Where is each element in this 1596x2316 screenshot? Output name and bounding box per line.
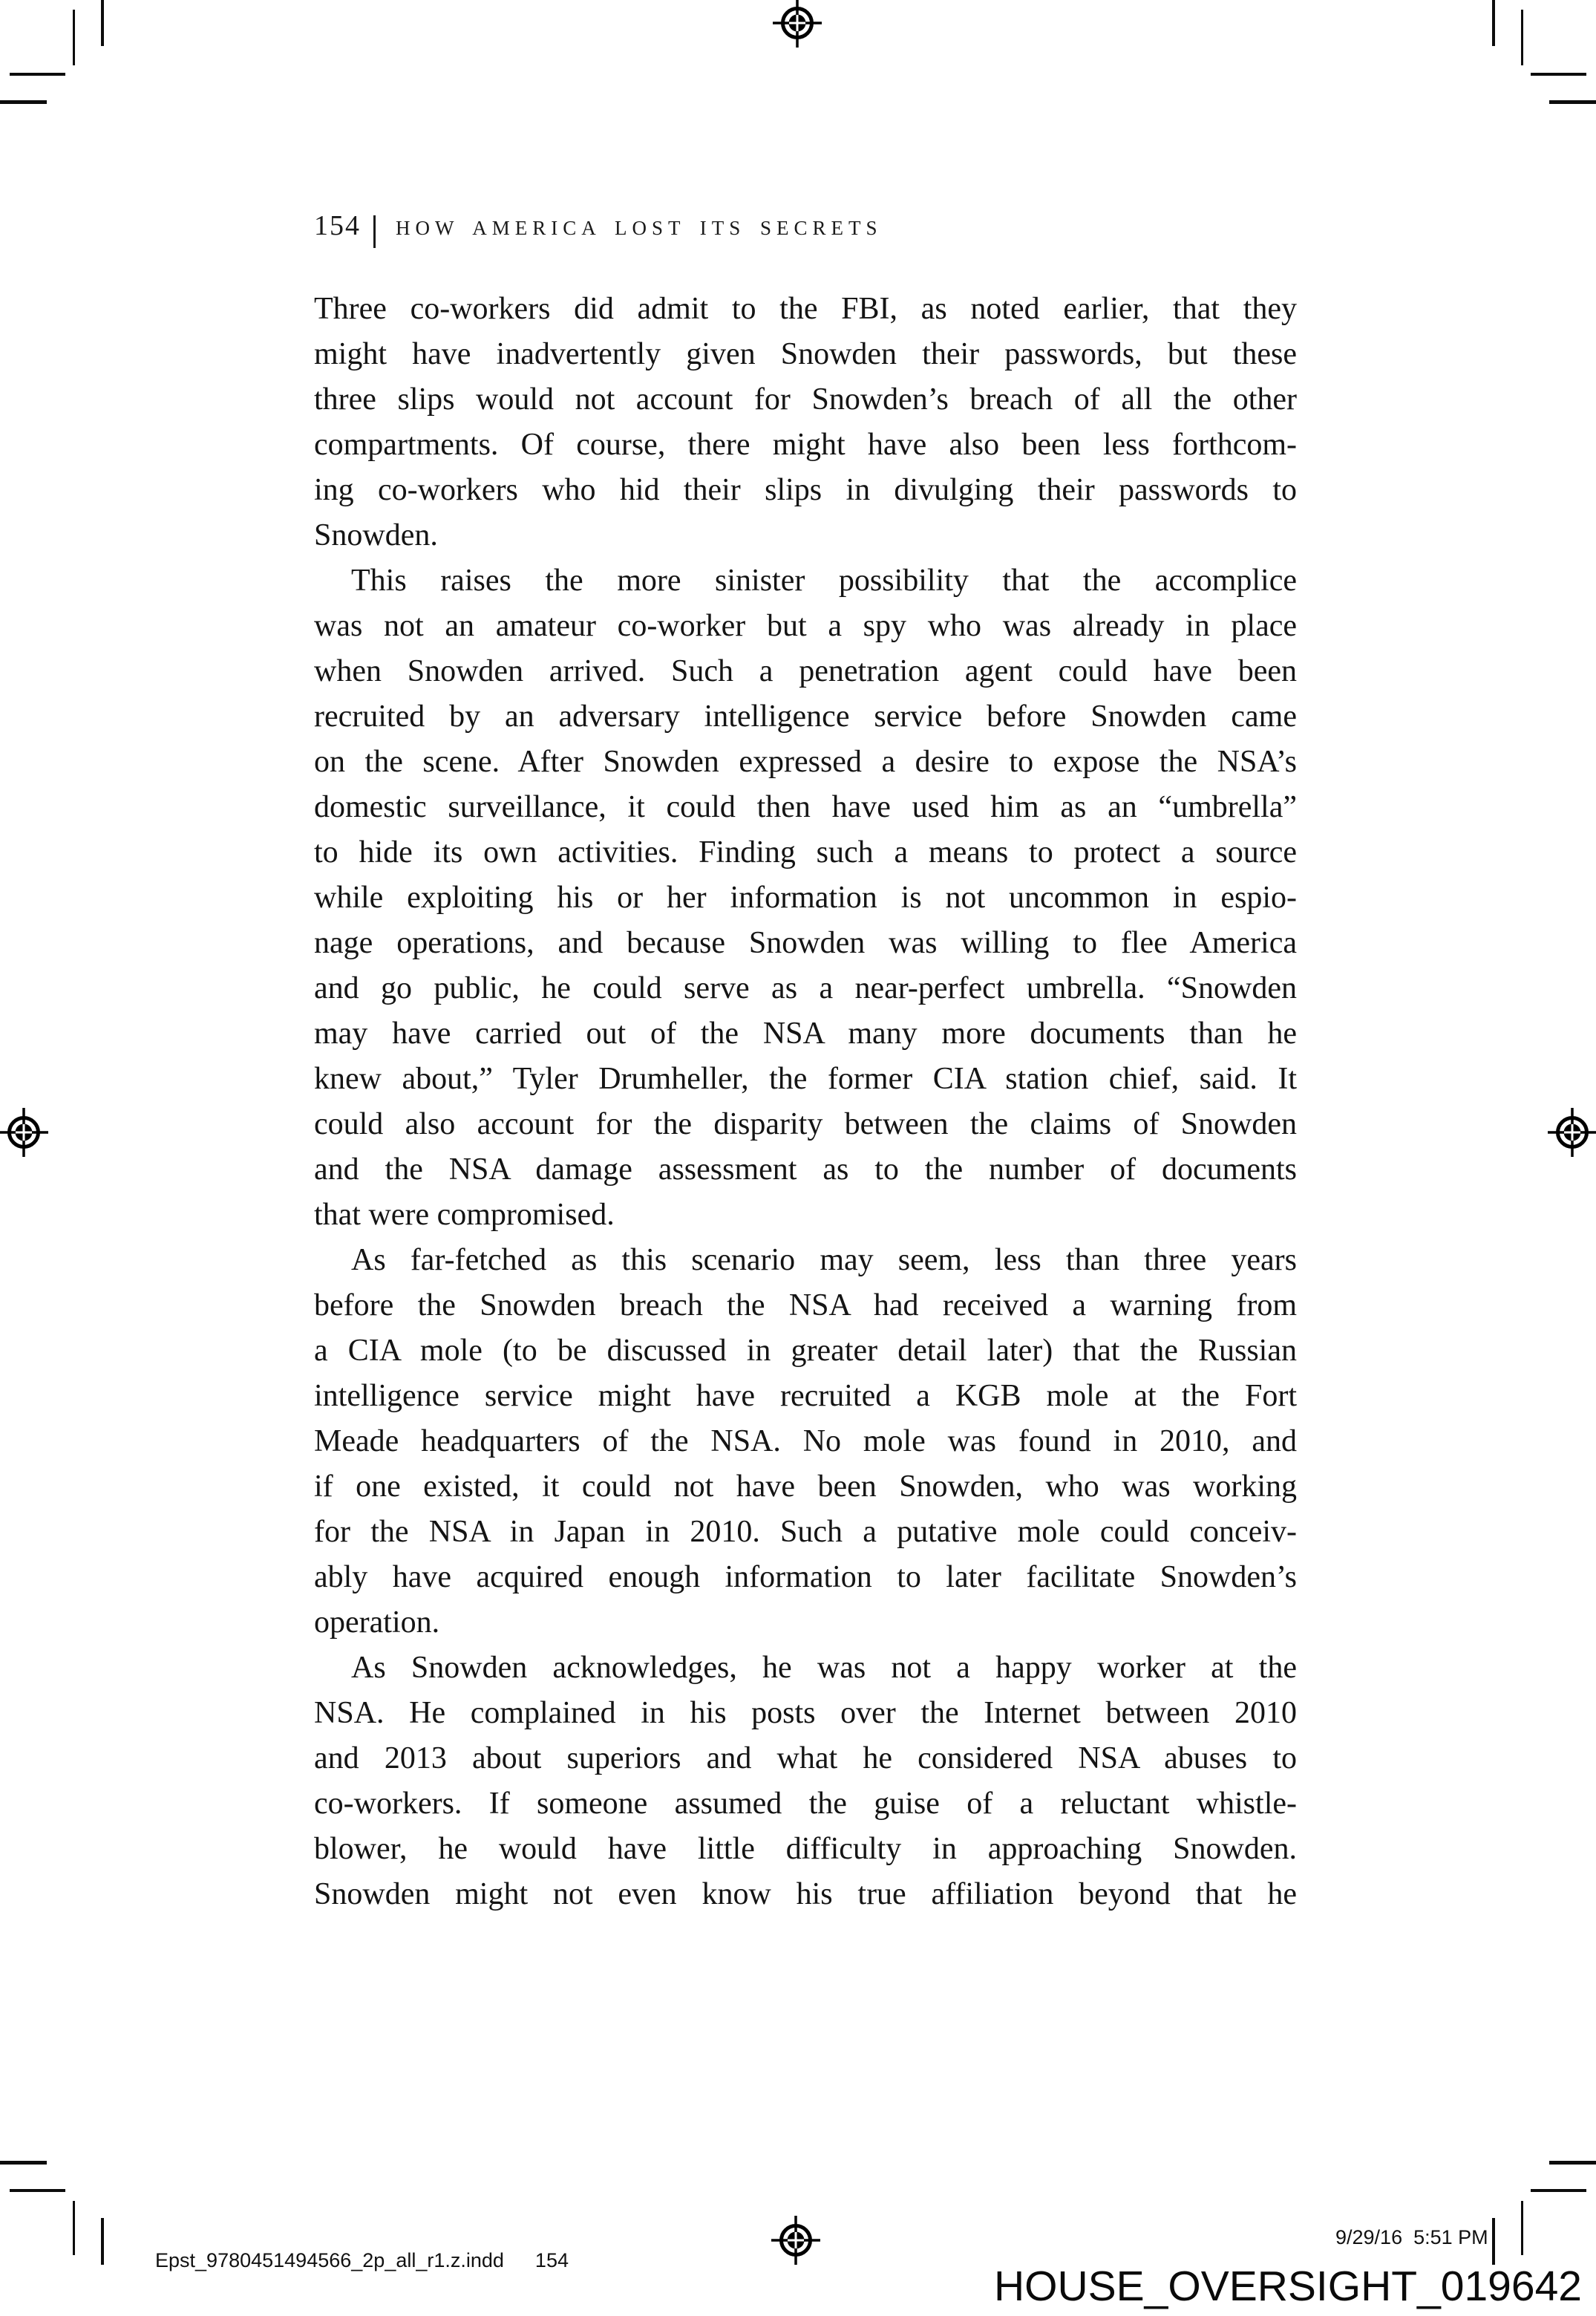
text-line: and 2013 about superiors and what he considered NSA abuses to xyxy=(314,1741,1297,1775)
paragraph xyxy=(314,1238,1297,1645)
text-line: domestic surveillance, it could then have used him as an “umbrella” xyxy=(314,790,1297,824)
paragraph xyxy=(314,1645,1297,1917)
crop-mark xyxy=(10,73,65,76)
registration-mark-icon xyxy=(1546,1106,1596,1158)
running-head xyxy=(314,209,883,242)
footer-datetime: 9/29/16 5:51 PM xyxy=(1335,2226,1488,2248)
bates-number-watermark: HOUSE_OVERSIGHT_019642 xyxy=(993,2263,1582,2310)
text-line: on the scene. After Snowden expressed a desire to expose the NSA’s xyxy=(314,745,1297,779)
text-line: blower, he would have little difficulty in approaching Snowden. xyxy=(314,1832,1297,1866)
text-line: if one existed, it could not have been Snowden, who was working xyxy=(314,1469,1297,1504)
text-line: when Snowden arrived. Such a penetration agent could have been xyxy=(314,654,1297,688)
crop-mark xyxy=(73,10,75,65)
text-line: Snowden. xyxy=(314,518,438,552)
header-divider xyxy=(373,215,376,248)
text-line: operation. xyxy=(314,1605,440,1640)
text-line: compartments. Of course, there might have also been less forthcom- xyxy=(314,428,1297,462)
footer-page-number: 154 xyxy=(534,2249,569,2271)
text-line: Three co-workers did admit to the FBI, as noted earlier, that they xyxy=(314,292,1297,326)
crop-mark xyxy=(0,100,47,104)
text-line: NSA. He complained in his posts over the Internet between 2010 xyxy=(314,1696,1297,1730)
crop-mark xyxy=(1549,100,1596,104)
paragraph xyxy=(314,558,1297,1238)
body-text xyxy=(314,287,1297,1917)
footer-filename: Epst_9780451494566_2p_all_r1.z.indd xyxy=(155,2249,504,2271)
text-line: for the NSA in Japan in 2010. Such a putative mole could conceiv- xyxy=(314,1515,1297,1549)
text-line: could also account for the disparity between the claims of Snowden xyxy=(314,1107,1297,1141)
text-line: co-workers. If someone assumed the guise of a reluctant whistle- xyxy=(314,1787,1297,1821)
registration-mark-icon xyxy=(771,0,823,49)
crop-mark xyxy=(101,0,104,46)
text-line: and go public, he could serve as a near-perfect umbrella. “Snowden xyxy=(314,971,1297,1005)
book-title: HOW AMERICA LOST ITS SECRETS xyxy=(396,217,883,239)
text-line: a CIA mole (to be discussed in greater detail later) that the Russian xyxy=(314,1334,1297,1368)
crop-mark xyxy=(1521,2201,1523,2255)
text-line: to hide its own activities. Finding such a means to protect a source xyxy=(314,835,1297,870)
crop-mark xyxy=(1549,2161,1596,2165)
crop-mark xyxy=(1531,73,1586,76)
text-line: three slips would not account for Snowden’s breach of all the other xyxy=(314,382,1297,417)
crop-mark xyxy=(101,2218,104,2265)
crop-mark xyxy=(1492,0,1495,46)
crop-mark xyxy=(73,2201,75,2255)
text-line: As Snowden acknowledges, he was not a happy worker at the xyxy=(351,1651,1297,1685)
text-line: that were compromised. xyxy=(314,1198,615,1232)
text-line: before the Snowden breach the NSA had received a warning from xyxy=(314,1288,1297,1322)
registration-mark-icon xyxy=(770,2214,822,2266)
text-line: This raises the more sinister possibility that the accomplice xyxy=(351,564,1297,598)
text-line: may have carried out of the NSA many more documents than he xyxy=(314,1017,1297,1051)
registration-mark-icon xyxy=(0,1106,50,1158)
text-line: and the NSA damage assessment as to the number of documents xyxy=(314,1152,1297,1187)
paragraph xyxy=(314,287,1297,558)
page-number: 154 xyxy=(314,210,361,241)
text-line: nage operations, and because Snowden was willing to flee America xyxy=(314,926,1297,960)
crop-mark xyxy=(1531,2189,1586,2192)
crop-mark xyxy=(1492,2218,1495,2265)
crop-mark xyxy=(1521,10,1523,65)
crop-mark xyxy=(10,2189,65,2192)
text-line: while exploiting his or her information is not uncommon in espio- xyxy=(314,881,1297,915)
text-line: might have inadvertently given Snowden their passwords, but these xyxy=(314,337,1297,371)
crop-mark xyxy=(0,2161,47,2165)
text-line: ing co-workers who hid their slips in divulging their passwords to xyxy=(314,473,1297,507)
text-line: intelligence service might have recruited a KGB mole at the Fort xyxy=(314,1379,1297,1413)
text-line: Snowden might not even know his true affiliation beyond that he xyxy=(314,1877,1297,1911)
text-line: recruited by an adversary intelligence service before Snowden came xyxy=(314,699,1297,734)
text-line: As far-fetched as this scenario may seem, less than three years xyxy=(351,1243,1297,1277)
text-line: was not an amateur co-worker but a spy who was already in place xyxy=(314,609,1297,643)
text-line: ably have acquired enough information to later facilitate Snowden’s xyxy=(314,1560,1297,1594)
footer-slug xyxy=(133,2226,569,2295)
text-line: knew about,” Tyler Drumheller, the former CIA station chief, said. It xyxy=(314,1062,1297,1096)
text-line: Meade headquarters of the NSA. No mole was found in 2010, and xyxy=(314,1424,1297,1458)
